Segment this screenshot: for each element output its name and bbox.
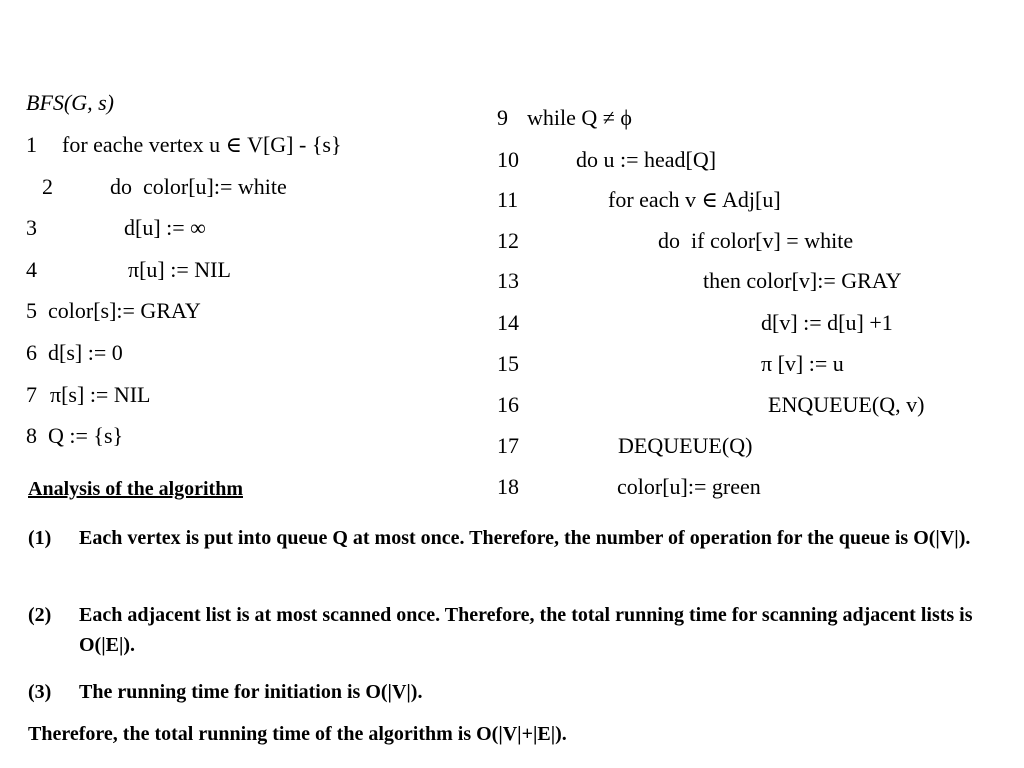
item-text: Each adjacent list is at most scanned once. Therefore, the total running time for scanning adjacent lists is O(|E|). [79, 604, 973, 656]
line-number: 11 [497, 187, 519, 212]
line-number: 4 [26, 257, 37, 282]
line-number: 8 [26, 423, 37, 448]
line-number: 18 [497, 474, 519, 499]
analysis-title: Analysis of the algorithm [28, 478, 243, 500]
code-line-8 [26, 423, 124, 527]
line-text: d[u] := ∞ [124, 215, 206, 240]
analysis-item-2 [28, 600, 988, 660]
item-text: The running time for initiation is O(|V|). [79, 681, 423, 703]
line-text: for each v ∈ Adj[u] [608, 187, 781, 212]
line-text: ENQUEUE(Q, v) [768, 392, 925, 417]
line-text: π[s] := NIL [50, 382, 151, 407]
line-number: 17 [497, 433, 519, 458]
item-text: Each vertex is put into queue Q at most once. Therefore, the number of operation for the queue is O(|V|). [79, 527, 971, 549]
line-text: d[s] := 0 [48, 340, 123, 365]
line-number: 2 [42, 174, 53, 199]
line-number: 1 [26, 132, 37, 157]
line-number: 12 [497, 228, 519, 253]
line-number: 6 [26, 340, 37, 365]
item-label: (1) [28, 527, 52, 549]
line-number: 16 [497, 392, 519, 417]
line-text: π [v] := u [761, 351, 844, 376]
line-number: 3 [26, 215, 37, 240]
line-number: 14 [497, 310, 519, 335]
item-label: (2) [28, 604, 52, 626]
line-text: d[v] := d[u] +1 [761, 310, 893, 335]
line-text: DEQUEUE(Q) [618, 433, 753, 458]
line-text: color[u]:= green [617, 474, 761, 499]
line-number: 7 [26, 382, 37, 407]
line-text: do u := head[Q] [576, 147, 717, 172]
line-text: for eache vertex u ∈ V[G] - {s} [62, 132, 342, 157]
line-text: do color[u]:= white [110, 174, 287, 199]
line-text: color[s]:= GRAY [48, 298, 201, 323]
line-text: Q := {s} [48, 423, 124, 448]
line-number: 9 [497, 105, 508, 130]
line-text: π[u] := NIL [128, 257, 231, 282]
analysis-item-1 [28, 523, 988, 553]
line-number: 5 [26, 298, 37, 323]
line-number: 10 [497, 147, 519, 172]
line-text: while Q ≠ ϕ [527, 105, 632, 130]
line-number: 15 [497, 351, 519, 376]
line-text: do if color[v] = white [658, 228, 854, 253]
analysis-item-3 [28, 677, 988, 707]
algorithm-header: BFS(G, s) [26, 90, 114, 115]
line-text: then color[v]:= GRAY [703, 268, 902, 293]
item-label: (3) [28, 681, 52, 703]
analysis-conclusion: Therefore, the total running time of the algorithm is O(|V|+|E|). [28, 723, 567, 745]
line-number: 13 [497, 268, 519, 293]
